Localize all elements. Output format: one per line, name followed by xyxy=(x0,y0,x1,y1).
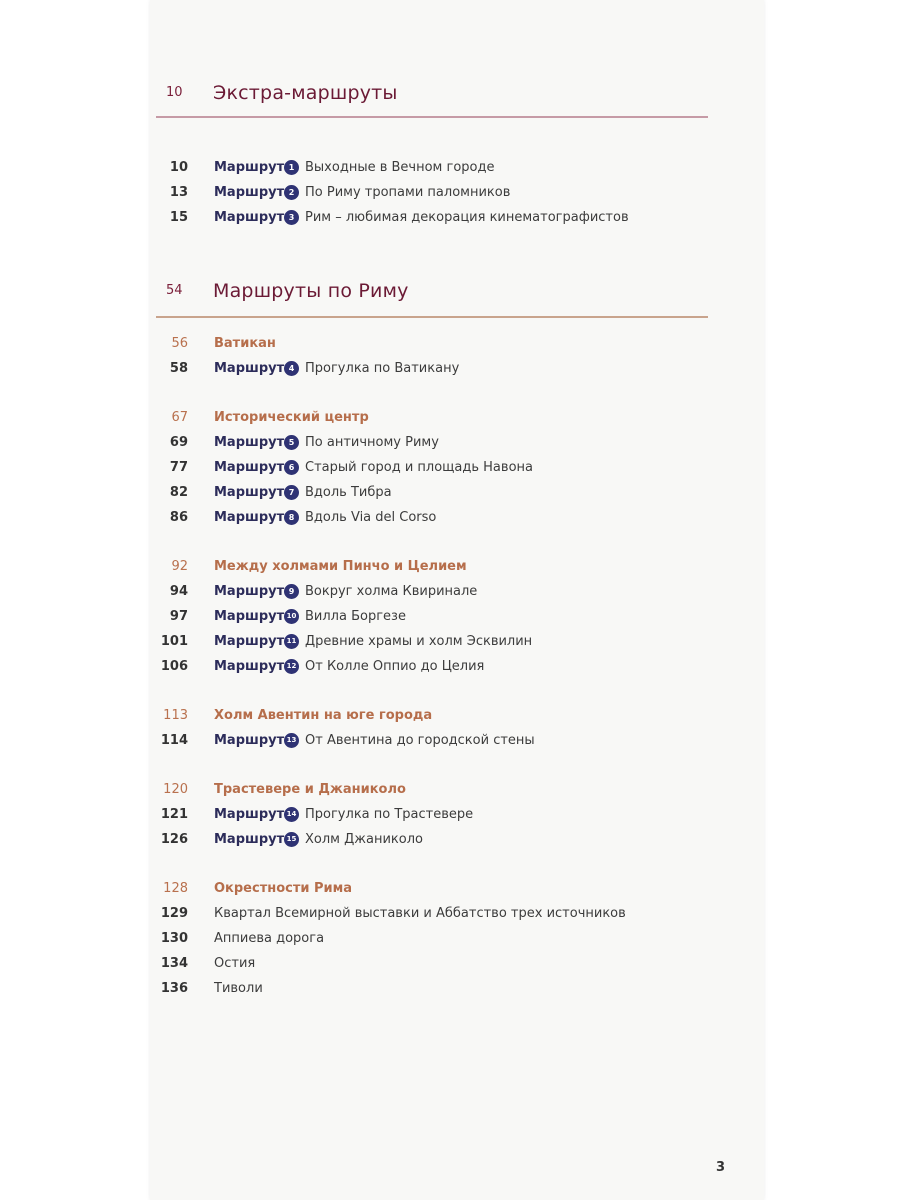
entry-title: Старый город и площадь Навона xyxy=(305,460,533,475)
section-page: 10 xyxy=(166,85,183,100)
list-item[interactable] xyxy=(150,728,764,753)
group-page: 128 xyxy=(163,881,188,896)
entry-title: Тиволи xyxy=(214,981,263,996)
book-page xyxy=(150,0,764,1200)
entry-title: От Колле Оппио до Целия xyxy=(305,659,485,674)
list-item[interactable] xyxy=(150,951,764,976)
route-number-badge: 6 xyxy=(284,460,299,475)
entry-title: Холм Джаниколо xyxy=(305,832,423,847)
group-title: Холм Авентин на юге города xyxy=(214,708,433,723)
route-label: Маршрут xyxy=(214,185,285,200)
list-item[interactable] xyxy=(150,802,764,827)
group-title: Исторический центр xyxy=(214,410,369,425)
list-item[interactable] xyxy=(150,505,764,530)
entry-title: Вилла Боргезе xyxy=(305,609,406,624)
list-item[interactable] xyxy=(150,976,764,1001)
section-extra-routes xyxy=(150,72,764,112)
entry-page: 121 xyxy=(160,807,188,822)
list-item[interactable] xyxy=(150,180,764,205)
list-item[interactable] xyxy=(150,579,764,604)
group-header[interactable] xyxy=(150,876,764,901)
group-header[interactable] xyxy=(150,554,764,579)
entry-title: Выходные в Вечном городе xyxy=(305,160,495,175)
group-historic-center xyxy=(150,405,764,530)
section-page: 54 xyxy=(166,283,183,298)
group-vatican xyxy=(150,331,764,381)
entry-page: 10 xyxy=(169,160,188,175)
list-item[interactable] xyxy=(150,901,764,926)
group-header[interactable] xyxy=(150,703,764,728)
entry-title: От Авентина до городской стены xyxy=(305,733,535,748)
group-aventine xyxy=(150,703,764,753)
route-number-badge: 9 xyxy=(284,584,299,599)
section-divider xyxy=(156,116,708,118)
route-number-badge: 4 xyxy=(284,361,299,376)
route-number-badge: 5 xyxy=(284,435,299,450)
route-number-badge: 3 xyxy=(284,210,299,225)
section-rome-routes xyxy=(150,270,764,310)
entry-page: 130 xyxy=(160,931,188,946)
entry-title: Рим – любимая декорация кинематографистов xyxy=(305,210,629,225)
section-title: Маршруты по Риму xyxy=(213,280,409,302)
group-pincio-celio xyxy=(150,554,764,679)
route-number-badge: 8 xyxy=(284,510,299,525)
list-item[interactable] xyxy=(150,430,764,455)
group-page: 56 xyxy=(171,336,188,351)
entry-title: По Риму тропами паломников xyxy=(305,185,511,200)
entry-title: Аппиева дорога xyxy=(214,931,325,946)
section-divider xyxy=(156,316,708,318)
route-number-badge: 1 xyxy=(284,160,299,175)
group-trastevere xyxy=(150,777,764,852)
group-header[interactable] xyxy=(150,331,764,356)
entry-title: Квартал Всемирной выставки и Аббатство трех источников xyxy=(214,906,626,921)
list-item[interactable] xyxy=(150,654,764,679)
group-title: Между холмами Пинчо и Целием xyxy=(214,559,467,574)
group-page: 113 xyxy=(163,708,188,723)
list-item[interactable] xyxy=(150,356,764,381)
entry-page: 134 xyxy=(160,956,188,971)
list-item[interactable] xyxy=(150,604,764,629)
entry-title: Древние храмы и холм Эсквилин xyxy=(305,634,533,649)
entry-page: 77 xyxy=(169,460,188,475)
group-outskirts xyxy=(150,876,764,1001)
list-item[interactable] xyxy=(150,205,764,230)
section-title: Экстра-маршруты xyxy=(213,82,398,104)
route-number-badge: 7 xyxy=(284,485,299,500)
route-label: Маршрут xyxy=(214,210,285,225)
section-header xyxy=(150,72,764,112)
entry-title: Вдоль Via del Corso xyxy=(305,510,437,525)
route-number-badge: 2 xyxy=(284,185,299,200)
route-label: Маршрут xyxy=(214,485,285,500)
list-item[interactable] xyxy=(150,827,764,852)
entry-title: Вдоль Тибра xyxy=(305,485,392,500)
entry-page: 69 xyxy=(169,435,188,450)
entry-title: По античному Риму xyxy=(305,435,439,450)
list-item[interactable] xyxy=(150,629,764,654)
extra-routes-list xyxy=(150,155,764,230)
list-item[interactable] xyxy=(150,455,764,480)
route-label: Маршрут xyxy=(214,460,285,475)
group-page: 67 xyxy=(171,410,188,425)
entry-page: 58 xyxy=(169,361,188,376)
entry-page: 86 xyxy=(169,510,188,525)
entry-title: Прогулка по Ватикану xyxy=(305,361,460,376)
route-label: Маршрут xyxy=(214,659,285,674)
entry-page: 129 xyxy=(160,906,188,921)
route-number-badge: 10 xyxy=(284,609,299,624)
entry-page: 13 xyxy=(169,185,188,200)
entry-page: 15 xyxy=(169,210,188,225)
route-label: Маршрут xyxy=(214,435,285,450)
section-header xyxy=(150,270,764,310)
list-item[interactable] xyxy=(150,480,764,505)
entry-page: 94 xyxy=(169,584,188,599)
list-item[interactable] xyxy=(150,926,764,951)
group-title: Ватикан xyxy=(214,336,276,351)
route-number-badge: 14 xyxy=(284,807,299,822)
route-label: Маршрут xyxy=(214,807,285,822)
route-label: Маршрут xyxy=(214,361,285,376)
route-label: Маршрут xyxy=(214,733,285,748)
group-page: 92 xyxy=(171,559,188,574)
list-item[interactable] xyxy=(150,155,764,180)
entry-title: Вокруг холма Квиринале xyxy=(305,584,478,599)
entry-title: Остия xyxy=(214,956,256,971)
page-number: 3 xyxy=(716,1160,726,1175)
group-title: Трастевере и Джаниколо xyxy=(214,782,406,797)
route-number-badge: 15 xyxy=(284,832,299,847)
route-number-badge: 13 xyxy=(284,733,299,748)
route-label: Маршрут xyxy=(214,832,285,847)
entry-page: 82 xyxy=(169,485,188,500)
entry-page: 106 xyxy=(160,659,188,674)
entry-page: 97 xyxy=(169,609,188,624)
entry-page: 101 xyxy=(160,634,188,649)
route-number-badge: 12 xyxy=(284,659,299,674)
entry-title: Прогулка по Трастевере xyxy=(305,807,474,822)
route-label: Маршрут xyxy=(214,609,285,624)
entry-page: 114 xyxy=(160,733,188,748)
entry-page: 126 xyxy=(160,832,188,847)
route-number-badge: 11 xyxy=(284,634,299,649)
route-label: Маршрут xyxy=(214,584,285,599)
group-page: 120 xyxy=(163,782,188,797)
entry-page: 136 xyxy=(160,981,188,996)
route-label: Маршрут xyxy=(214,510,285,525)
group-header[interactable] xyxy=(150,777,764,802)
route-label: Маршрут xyxy=(214,160,285,175)
group-header[interactable] xyxy=(150,405,764,430)
group-title: Окрестности Рима xyxy=(214,881,353,896)
route-label: Маршрут xyxy=(214,634,285,649)
